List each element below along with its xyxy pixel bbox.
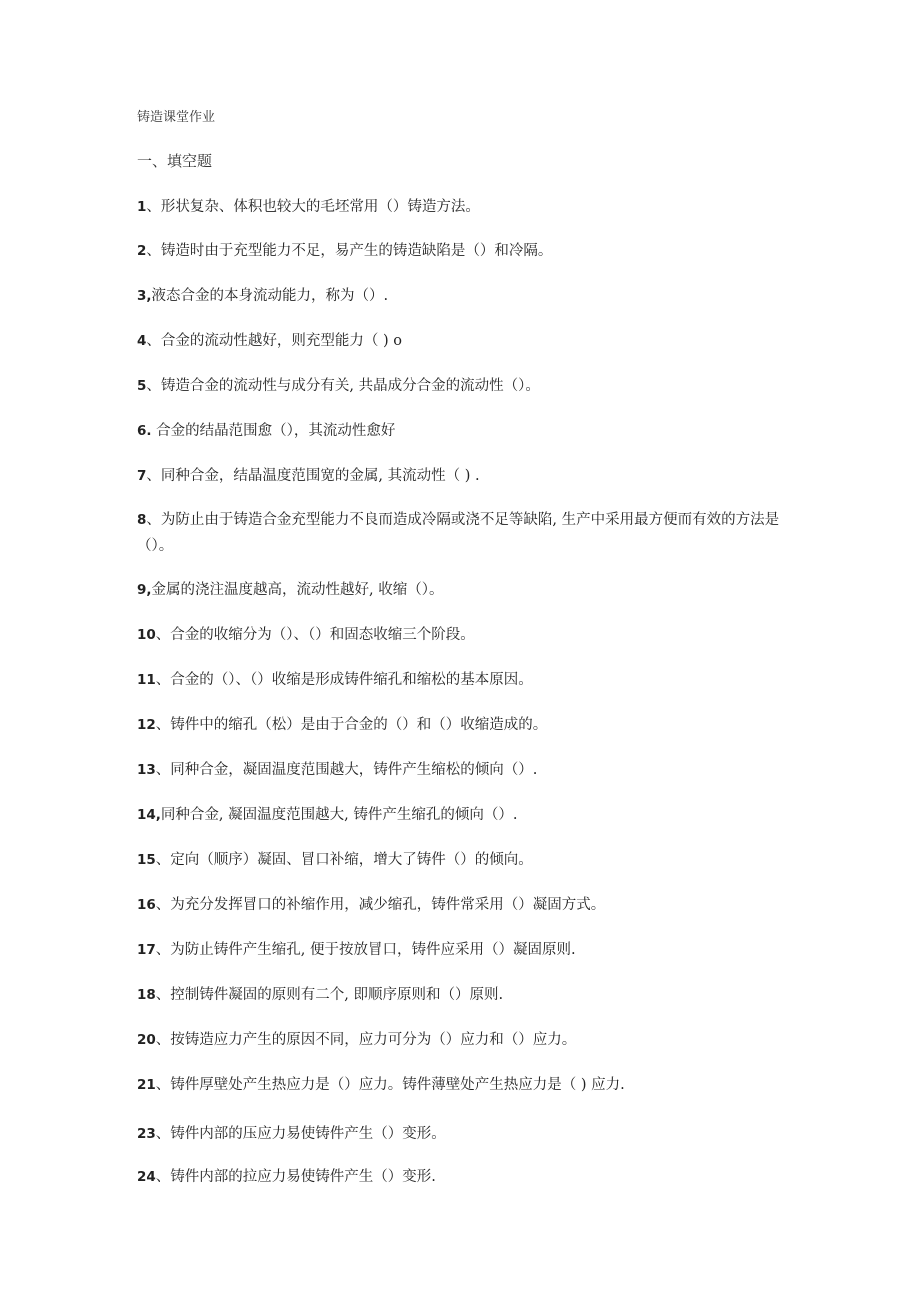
question-20: 20、按铸造应力产生的原因不同，应力可分为（）应力和（）应力。: [137, 1032, 577, 1048]
question-17: 17、为防止铸件产生缩孔, 便于按放冒口，铸件应采用（）凝固原则.: [137, 942, 576, 958]
question-3: 3,液态合金的本身流动能力，称为（）.: [137, 288, 389, 304]
question-14: 14,同种合金, 凝固温度范围越大, 铸件产生缩孔的倾向（）.: [137, 807, 518, 823]
question-7: 7、同种合金，结晶温度范围宽的金属, 其流动性（ ) .: [137, 468, 480, 484]
question-5: 5、铸造合金的流动性与成分有关, 共晶成分合金的流动性（）。: [137, 378, 540, 394]
question-15: 15、定向（顺序）凝固、冒口补缩，增大了铸件（）的倾向。: [137, 852, 533, 868]
question-8: 8、为防止由于铸造合金充型能力不良而造成冷隔或浇不足等缺陷, 生产中采用最方便而有效的方法是（）。: [137, 512, 780, 554]
question-6: 6. 合金的结晶范围愈（），其流动性愈好: [137, 423, 396, 439]
question-16: 16、为充分发挥冒口的补缩作用，减少缩孔，铸件常采用（）凝固方式。: [137, 897, 606, 913]
question-10: 10、合金的收缩分为（）、（）和固态收缩三个阶段。: [137, 627, 475, 643]
question-23: 23、铸件内部的压应力易使铸件产生（）变形。: [137, 1126, 446, 1142]
question-11: 11、合金的（）、（）收缩是形成铸件缩孔和缩松的基本原因。: [137, 672, 533, 688]
question-21: 21、铸件厚壁处产生热应力是（）应力。铸件薄壁处产生热应力是（ ) 应力.: [137, 1077, 625, 1093]
question-4: 4、合金的流动性越好，则充型能力（ ) o: [137, 333, 403, 349]
question-12: 12、铸件中的缩孔（松）是由于合金的（）和（）收缩造成的。: [137, 717, 548, 733]
question-9: 9,金属的浇注温度越高，流动性越好, 收缩（）。: [137, 582, 444, 598]
question-1: 1、形状复杂、体积也较大的毛坯常用（）铸造方法。: [137, 199, 480, 215]
question-13: 13、同种合金，凝固温度范围越大，铸件产生缩松的倾向（）.: [137, 762, 538, 778]
document-title: 铸造课堂作业: [137, 110, 216, 125]
section-heading: 一、填空题: [137, 152, 213, 170]
question-18: 18、控制铸件凝固的原则有二个, 即顺序原则和（）原则.: [137, 987, 504, 1003]
question-2: 2、铸造时由于充型能力不足，易产生的铸造缺陷是（）和冷隔。: [137, 243, 553, 259]
question-24: 24、铸件内部的拉应力易使铸件产生（）变形.: [137, 1169, 436, 1185]
